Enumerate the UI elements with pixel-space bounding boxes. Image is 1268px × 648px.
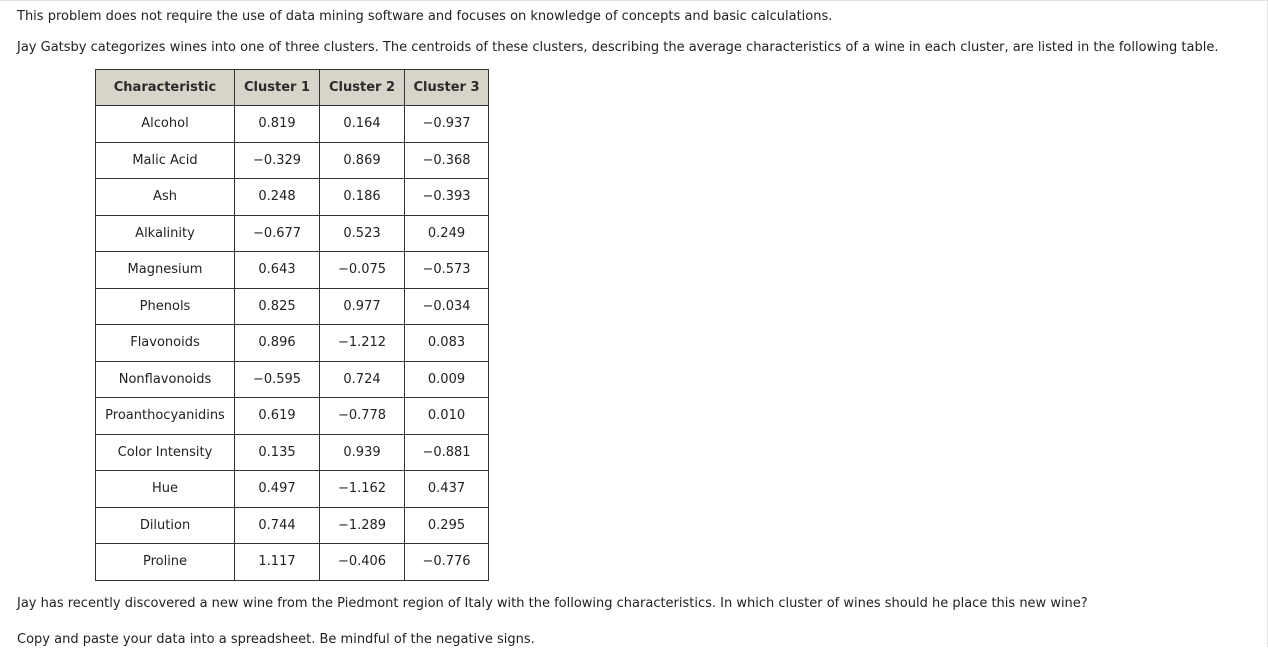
cluster-1-cell: −0.677 xyxy=(235,215,320,252)
table-row xyxy=(96,507,489,544)
table-row xyxy=(96,361,489,398)
characteristic-cell: Hue xyxy=(96,471,235,508)
cluster-1-cell: −0.595 xyxy=(235,361,320,398)
table-row xyxy=(96,544,489,581)
cluster-3-cell: −0.881 xyxy=(405,434,489,471)
cluster-1-cell: 0.819 xyxy=(235,106,320,143)
cluster-1-cell: 0.248 xyxy=(235,179,320,216)
cluster-3-cell: −0.368 xyxy=(405,142,489,179)
cluster-centroids-table xyxy=(95,69,489,581)
characteristic-cell: Malic Acid xyxy=(96,142,235,179)
table-row xyxy=(96,288,489,325)
instruction-text: Copy and paste your data into a spreadsheet. Be mindful of the negative signs. xyxy=(17,632,535,647)
table-row xyxy=(96,434,489,471)
cluster-1-cell: 0.744 xyxy=(235,507,320,544)
intro-note: This problem does not require the use of data mining software and focuses on knowledge of concepts and basic calculations. xyxy=(17,9,833,24)
characteristic-cell: Magnesium xyxy=(96,252,235,289)
cluster-3-cell: 0.009 xyxy=(405,361,489,398)
cluster-1-cell: 0.643 xyxy=(235,252,320,289)
characteristic-cell: Dilution xyxy=(96,507,235,544)
table-row xyxy=(96,325,489,362)
characteristic-cell: Alcohol xyxy=(96,106,235,143)
cluster-1-cell: 0.497 xyxy=(235,471,320,508)
header-cluster-3: Cluster 3 xyxy=(405,70,489,106)
table-row xyxy=(96,179,489,216)
cluster-3-cell: 0.010 xyxy=(405,398,489,435)
cluster-1-cell: 0.825 xyxy=(235,288,320,325)
question-text: Jay has recently discovered a new wine from the Piedmont region of Italy with the following characteristics. In which cluster of wines should he place this new wine? xyxy=(17,596,1088,611)
cluster-3-cell: −0.937 xyxy=(405,106,489,143)
cluster-2-cell: −0.778 xyxy=(320,398,405,435)
cluster-3-cell: 0.437 xyxy=(405,471,489,508)
characteristic-cell: Color Intensity xyxy=(96,434,235,471)
cluster-2-cell: 0.186 xyxy=(320,179,405,216)
cluster-2-cell: 0.977 xyxy=(320,288,405,325)
characteristic-cell: Phenols xyxy=(96,288,235,325)
cluster-2-cell: 0.939 xyxy=(320,434,405,471)
cluster-3-cell: 0.249 xyxy=(405,215,489,252)
cluster-3-cell: 0.295 xyxy=(405,507,489,544)
cluster-1-cell: −0.329 xyxy=(235,142,320,179)
cluster-2-cell: −0.406 xyxy=(320,544,405,581)
cluster-2-cell: −1.212 xyxy=(320,325,405,362)
cluster-1-cell: 0.619 xyxy=(235,398,320,435)
cluster-3-cell: −0.393 xyxy=(405,179,489,216)
cluster-2-cell: −1.162 xyxy=(320,471,405,508)
cluster-1-cell: 1.117 xyxy=(235,544,320,581)
table-row xyxy=(96,398,489,435)
characteristic-cell: Ash xyxy=(96,179,235,216)
characteristic-cell: Flavonoids xyxy=(96,325,235,362)
table-row xyxy=(96,142,489,179)
cluster-3-cell: −0.034 xyxy=(405,288,489,325)
characteristic-cell: Proline xyxy=(96,544,235,581)
header-cluster-1: Cluster 1 xyxy=(235,70,320,106)
characteristic-cell: Alkalinity xyxy=(96,215,235,252)
table-row xyxy=(96,215,489,252)
cluster-2-cell: 0.869 xyxy=(320,142,405,179)
cluster-3-cell: −0.776 xyxy=(405,544,489,581)
cluster-3-cell: 0.083 xyxy=(405,325,489,362)
characteristic-cell: Nonflavonoids xyxy=(96,361,235,398)
cluster-3-cell: −0.573 xyxy=(405,252,489,289)
table-row xyxy=(96,252,489,289)
table-row xyxy=(96,106,489,143)
characteristic-cell: Proanthocyanidins xyxy=(96,398,235,435)
cluster-2-cell: 0.164 xyxy=(320,106,405,143)
cluster-2-cell: −0.075 xyxy=(320,252,405,289)
cluster-1-cell: 0.135 xyxy=(235,434,320,471)
header-cluster-2: Cluster 2 xyxy=(320,70,405,106)
cluster-2-cell: 0.523 xyxy=(320,215,405,252)
table-row xyxy=(96,471,489,508)
cluster-1-cell: 0.896 xyxy=(235,325,320,362)
cluster-2-cell: 0.724 xyxy=(320,361,405,398)
cluster-2-cell: −1.289 xyxy=(320,507,405,544)
problem-statement: Jay Gatsby categorizes wines into one of three clusters. The centroids of these clusters, describing the average characteristics of a wine in each cluster, are listed in the following table. xyxy=(17,40,1219,55)
header-characteristic: Characteristic xyxy=(96,70,235,106)
table-header-row xyxy=(96,70,489,106)
